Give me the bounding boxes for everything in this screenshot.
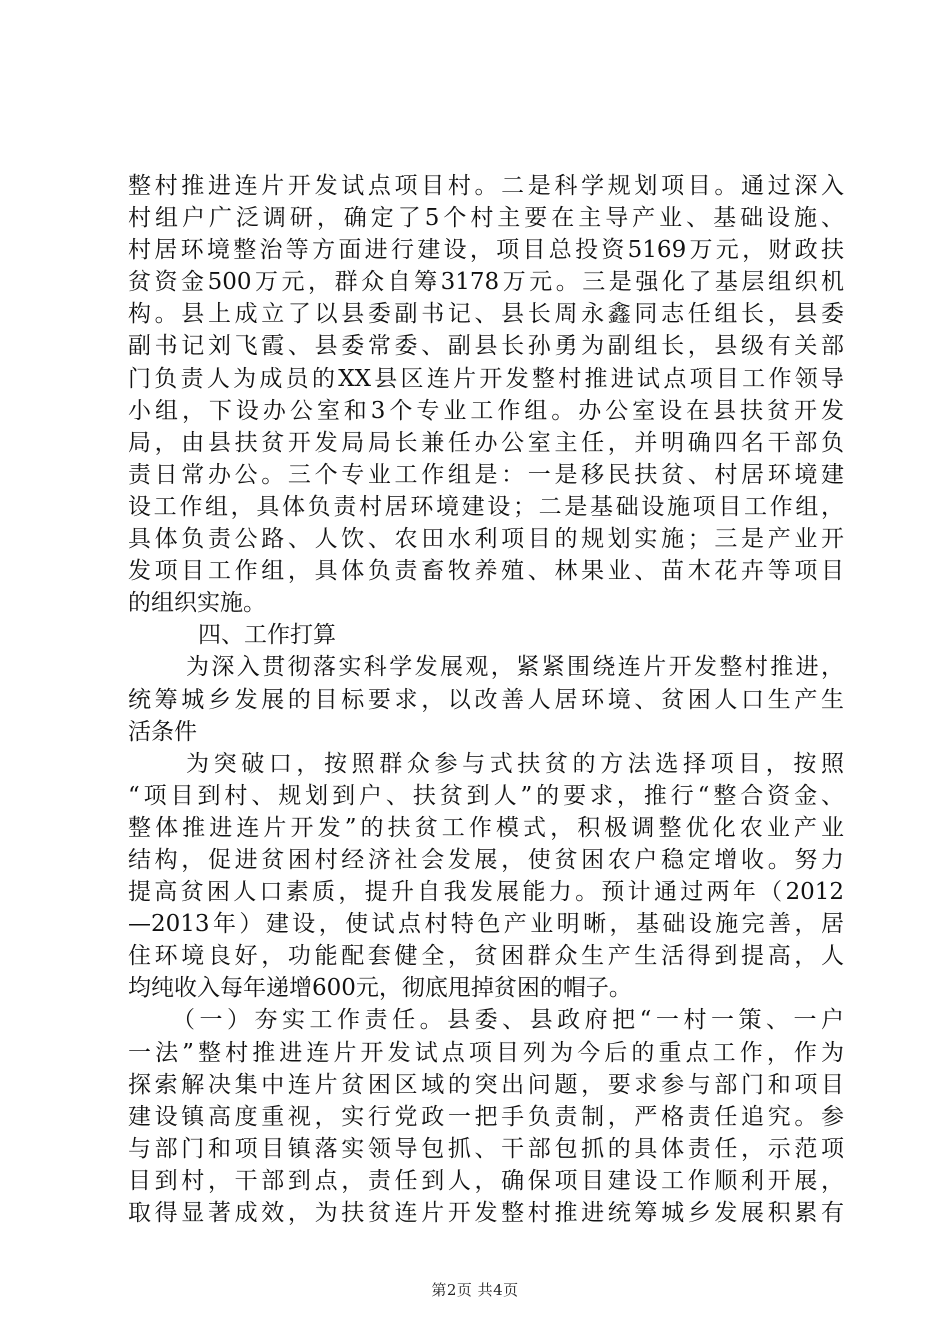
page-footer: 第2页 共4页 (431, 1281, 519, 1299)
text-line: 与部门和项目镇落实领导包抓、干部包抓的具体责任，示范项 (128, 1135, 844, 1162)
text-line: “项目到村、规划到户、扶贫到人”的要求，推行“整合资金、 (128, 782, 844, 809)
text-line: 均纯收入每年递增600元，彻底甩掉贫困的帽子。 (128, 975, 632, 1002)
text-line: 贫资金500万元，群众自筹3178万元。三是强化了基层组织机 (128, 269, 844, 296)
text-line: 村居环境整治等方面进行建设，项目总投资5169万元，财政扶 (128, 237, 844, 264)
document-body (128, 170, 844, 1229)
text-line: 活条件 (128, 718, 197, 745)
text-line: 为突破口，按照群众参与式扶贫的方法选择项目，按照 (186, 750, 844, 777)
text-line: 副书记刘飞霞、县委常委、副县长孙勇为副组长，县级有关部 (128, 333, 844, 360)
text-line: —2013年）建设，使试点村特色产业明晰，基础设施完善，居 (128, 911, 844, 938)
text-line: 设工作组，具体负责村居环境建设；二是基础设施项目工作组， (128, 493, 844, 520)
text-line: 发项目工作组，具体负责畜牧养殖、林果业、苗木花卉等项目 (128, 558, 844, 585)
text-line: 整体推进连片开发”的扶贫工作模式，积极调整优化农业产业 (128, 814, 844, 841)
text-line: 统筹城乡发展的目标要求，以改善人居环境、贫困人口生产生 (128, 686, 844, 713)
text-line: 住环境良好，功能配套健全，贫困群众生产生活得到提高，人 (128, 943, 844, 970)
text-line: 局，由县扶贫开发局局长兼任办公室主任，并明确四名干部负 (128, 429, 844, 456)
text-line: 村组户广泛调研，确定了5个村主要在主导产业、基础设施、 (128, 205, 844, 232)
text-line: 责日常办公。三个专业工作组是：一是移民扶贫、村居环境建 (128, 461, 844, 488)
text-line: 探索解决集中连片贫困区域的突出问题，要求参与部门和项目 (128, 1071, 844, 1098)
text-line: 一法”整村推进连片开发试点项目列为今后的重点工作，作为 (128, 1039, 844, 1066)
text-line: 结构，促进贫困村经济社会发展，使贫困农户稳定增收。努力 (128, 846, 844, 873)
text-line: （一）夯实工作责任。县委、县政府把“一村一策、一户 (172, 1007, 844, 1034)
text-line: 提高贫困人口素质，提升自我发展能力。预计通过两年（2012 (128, 879, 844, 906)
text-line: 的组织实施。 (128, 590, 266, 617)
text-line: 具体负责公路、人饮、农田水利项目的规划实施；三是产业开 (128, 526, 844, 553)
text-line: 为深入贯彻落实科学发展观，紧紧围绕连片开发整村推进， (186, 654, 844, 681)
text-line: 小组，下设办公室和3个专业工作组。办公室设在县扶贫开发 (128, 397, 844, 424)
section-heading: 四、工作打算 (198, 622, 336, 649)
text-line: 取得显著成效，为扶贫连片开发整村推进统筹城乡发展积累有 (128, 1200, 844, 1226)
text-line: 整村推进连片开发试点项目村。二是科学规划项目。通过深入 (128, 173, 844, 199)
text-line: 构。县上成立了以县委副书记、县长周永鑫同志任组长，县委 (128, 301, 844, 328)
text-line: 门负责人为成员的XX县区连片开发整村推进试点项目工作领导 (128, 365, 844, 392)
text-line: 建设镇高度重视，实行党政一把手负责制，严格责任追究。参 (128, 1103, 844, 1130)
text-line: 目到村，干部到点，责任到人，确保项目建设工作顺利开展， (128, 1167, 844, 1194)
